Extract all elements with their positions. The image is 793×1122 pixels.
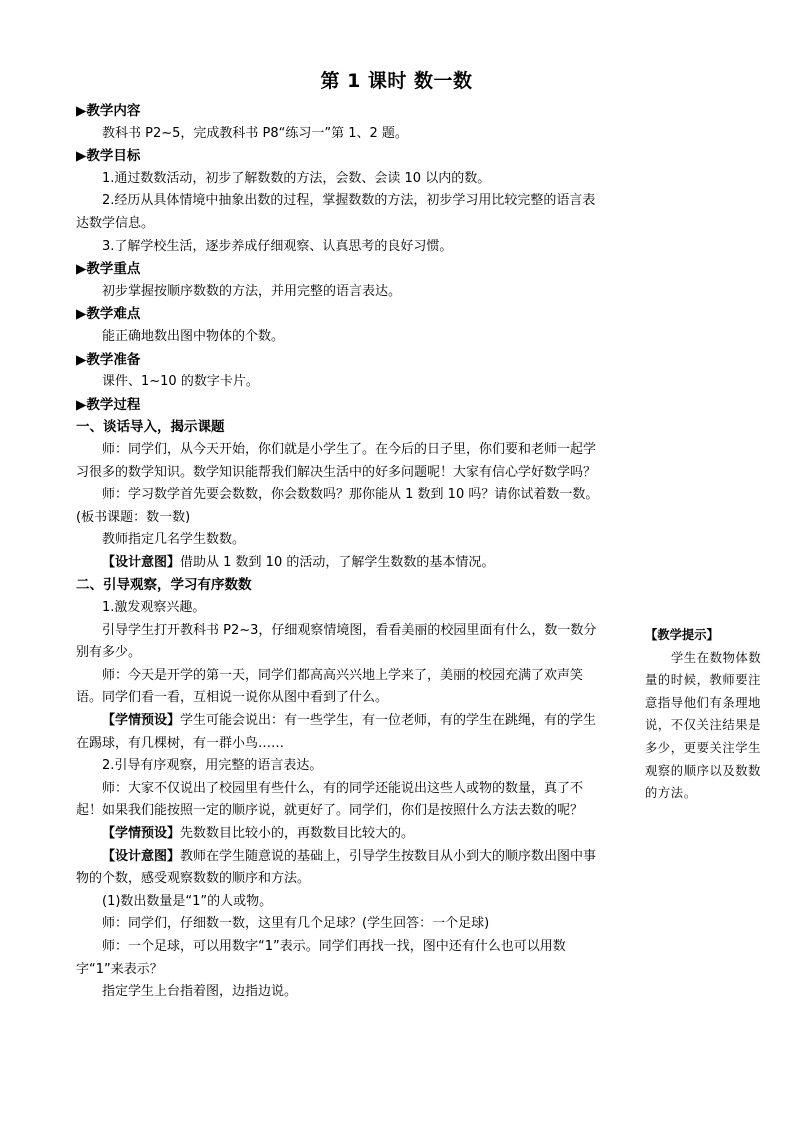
student-preset-text: 先数数目比较小的，再数数目比较大的。 <box>180 826 415 841</box>
part-heading-1: 一、谈话导入，揭示课题 <box>76 419 225 436</box>
paragraph: 1.通过数数活动，初步了解数数的方法，会数、会读 10 以内的数。 <box>102 170 491 186</box>
section-heading-goals: ▶教学目标 <box>76 148 141 165</box>
student-preset-paragraph <box>76 710 606 755</box>
part-heading-2: 二、引导观察，学习有序数数 <box>76 577 252 594</box>
paragraph: 师：同学们，仔细数一数，这里有几个足球？(学生回答：一个足球) <box>102 916 490 932</box>
paragraph: 引导学生打开教科书 P2~3，仔细观察情境图，看看美丽的校园里面有什么，数一数分别有多少。 <box>76 622 597 661</box>
teaching-tip-sidebar <box>645 624 770 805</box>
student-preset-label: 【学情预设】 <box>102 826 181 841</box>
student-preset-label: 【学情预设】 <box>102 713 181 729</box>
student-preset-text: 学生可能会说出：有一些学生，有一位老师，有的学生在跳绳，有的学生在踢球，有几棵树，有一群小鸟…… <box>76 713 597 751</box>
paragraph: 师：同学们，从今天开始，你们就是小学生了。在今后的日子里，你们要和老师一起学习很多的数学知识。数学知识能帮我们解决生活中的好多问题呢！大家有信心学好数学吗？ <box>76 441 597 480</box>
design-intent-text: 教师在学生随意说的基础上，引导学生按数目从小到大的顺序数出图中事物的个数，感受观察数数的顺序和方法。 <box>76 848 597 887</box>
page-title: 第 1 课时 数一数 <box>320 70 473 92</box>
design-intent-paragraph <box>76 846 606 891</box>
section-heading-process: ▶教学过程 <box>76 396 141 413</box>
paragraph: 课件、1~10 的数字卡片。 <box>102 374 259 390</box>
section-heading-content: ▶教学内容 <box>76 103 141 119</box>
paragraph: 2.经历从具体情境中抽象出数的过程，掌握数数的方法，初步学习用比较完整的语言表达数学信息。 <box>76 193 596 231</box>
design-intent-label: 【设计意图】 <box>102 848 181 864</box>
section-heading-key-points: ▶教学重点 <box>76 261 141 278</box>
paragraph: 能正确地数出图中物体的个数。 <box>102 328 285 344</box>
design-intent-paragraph <box>76 552 606 575</box>
teaching-tip-heading: 【教学提示】 <box>645 628 719 642</box>
paragraph: 师：学习数学首先要会数数，你会数数吗？那你能从 1 数到 10 吗？请你试着数一数。(板书课题：数一数) <box>76 487 599 525</box>
main-content <box>76 100 606 1004</box>
design-intent-label: 【设计意图】 <box>102 554 181 570</box>
section-heading-preparation: ▶教学准备 <box>76 351 141 368</box>
section-heading-difficulties: ▶教学难点 <box>76 306 141 323</box>
paragraph: 师：今天是开学的第一天，同学们都高高兴兴地上学来了，美丽的校园充满了欢声笑语。同学们看一看，互相说一说你从图中看到了什么。 <box>76 667 584 706</box>
design-intent-text: 借助从 1 数到 10 的活动，了解学生数数的基本情况。 <box>180 554 495 570</box>
paragraph: 3.了解学校生活，逐步养成仔细观察、认真思考的良好习惯。 <box>102 238 453 254</box>
paragraph: 师：大家不仅说出了校园里有些什么，有的同学还能说出这些人或物的数量，真了不起！如果我们能按照一定的顺序说，就更好了。同学们，你们是按照什么方法去数的呢？ <box>76 780 584 819</box>
paragraph: 2.引导有序观察，用完整的语言表达。 <box>102 758 323 774</box>
paragraph: 教师指定几名学生数数。 <box>102 532 246 548</box>
paragraph: 初步掌握按顺序数数的方法，并用完整的语言表达。 <box>102 283 402 299</box>
paragraph: 1.激发观察兴趣。 <box>102 600 206 616</box>
teaching-tip-text: 学生在数物体数量的时候，教师要注意指导他们有条理地说，不仅关注结果是多少，更要关注学生观察的顺序以及数数的方法。 <box>645 650 762 801</box>
paragraph: 师：一个足球，可以用数字“1”表示。同学们再找一找，图中还有什么也可以用数字“1”来表示？ <box>76 938 566 977</box>
student-preset-paragraph <box>76 823 606 846</box>
paragraph: (1)数出数量是“1”的人或物。 <box>102 893 273 909</box>
paragraph: 教科书 P2~5，完成教科书 P8“练习一”第 1、2 题。 <box>102 125 408 141</box>
paragraph: 指定学生上台指着图，边指边说。 <box>102 984 298 1000</box>
